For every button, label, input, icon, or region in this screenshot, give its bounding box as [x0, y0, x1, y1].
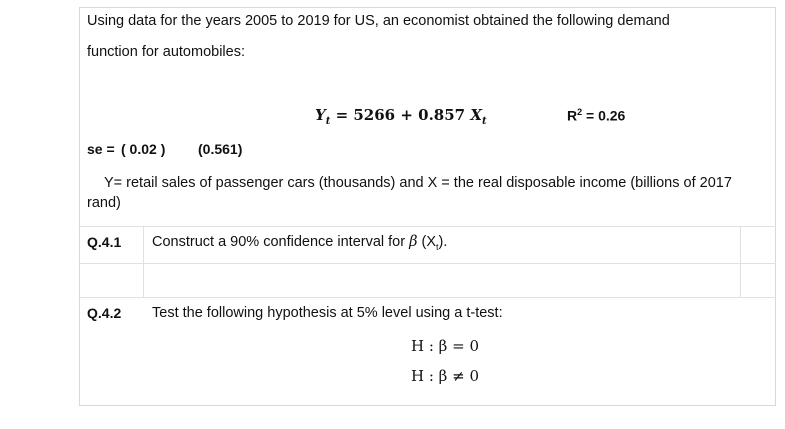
regression-equation — [315, 106, 487, 127]
definition-line-1: Y= retail sales of passenger cars (thousands) and X = the real disposable income (billions of 2017 — [104, 175, 732, 191]
r-squared-value: = 0.26 — [582, 107, 626, 124]
definition-line-2: rand) — [87, 195, 121, 211]
intro-line-1: Using data for the years 2005 to 2019 for US, an economist obtained the following demand — [87, 13, 670, 29]
question-4-1-text — [152, 234, 447, 252]
question-4-1-subscript: t — [436, 241, 439, 252]
r-squared-label: R — [567, 107, 578, 124]
r-squared — [567, 107, 625, 124]
se-label: se = — [87, 141, 115, 157]
r-squared-sup: 2 — [577, 107, 583, 117]
equation-x: X — [470, 106, 482, 124]
table-rule-top — [79, 226, 776, 227]
table-col-divider-left — [143, 226, 144, 297]
table-col-divider-right — [740, 226, 741, 297]
table-rule-1 — [79, 263, 776, 264]
equation-x-subscript: t — [481, 116, 487, 127]
question-4-1-open: (X — [417, 234, 437, 250]
se-value-1: ( 0.02 ) — [121, 141, 166, 157]
table-rule-2 — [79, 297, 776, 298]
beta-symbol: β — [409, 234, 418, 250]
question-4-1-close: ). — [438, 234, 448, 250]
equation-rhs: = 5266 + 0.857 — [335, 106, 466, 124]
null-hypothesis: H : β = 0 — [411, 337, 479, 355]
question-4-1-text-before: Construct a 90% confidence interval for — [152, 234, 410, 250]
question-4-2-id: Q.4.2 — [87, 305, 122, 321]
question-4-1-id: Q.4.1 — [87, 234, 122, 250]
intro-line-2: function for automobiles: — [87, 44, 245, 60]
equation-y-subscript: t — [325, 116, 331, 127]
se-value-2: (0.561) — [198, 141, 243, 157]
question-4-2-text: Test the following hypothesis at 5% level using a t-test: — [152, 305, 503, 321]
equation-y: Y — [315, 106, 326, 124]
alternative-hypothesis: H : β ≠ 0 — [411, 367, 479, 385]
